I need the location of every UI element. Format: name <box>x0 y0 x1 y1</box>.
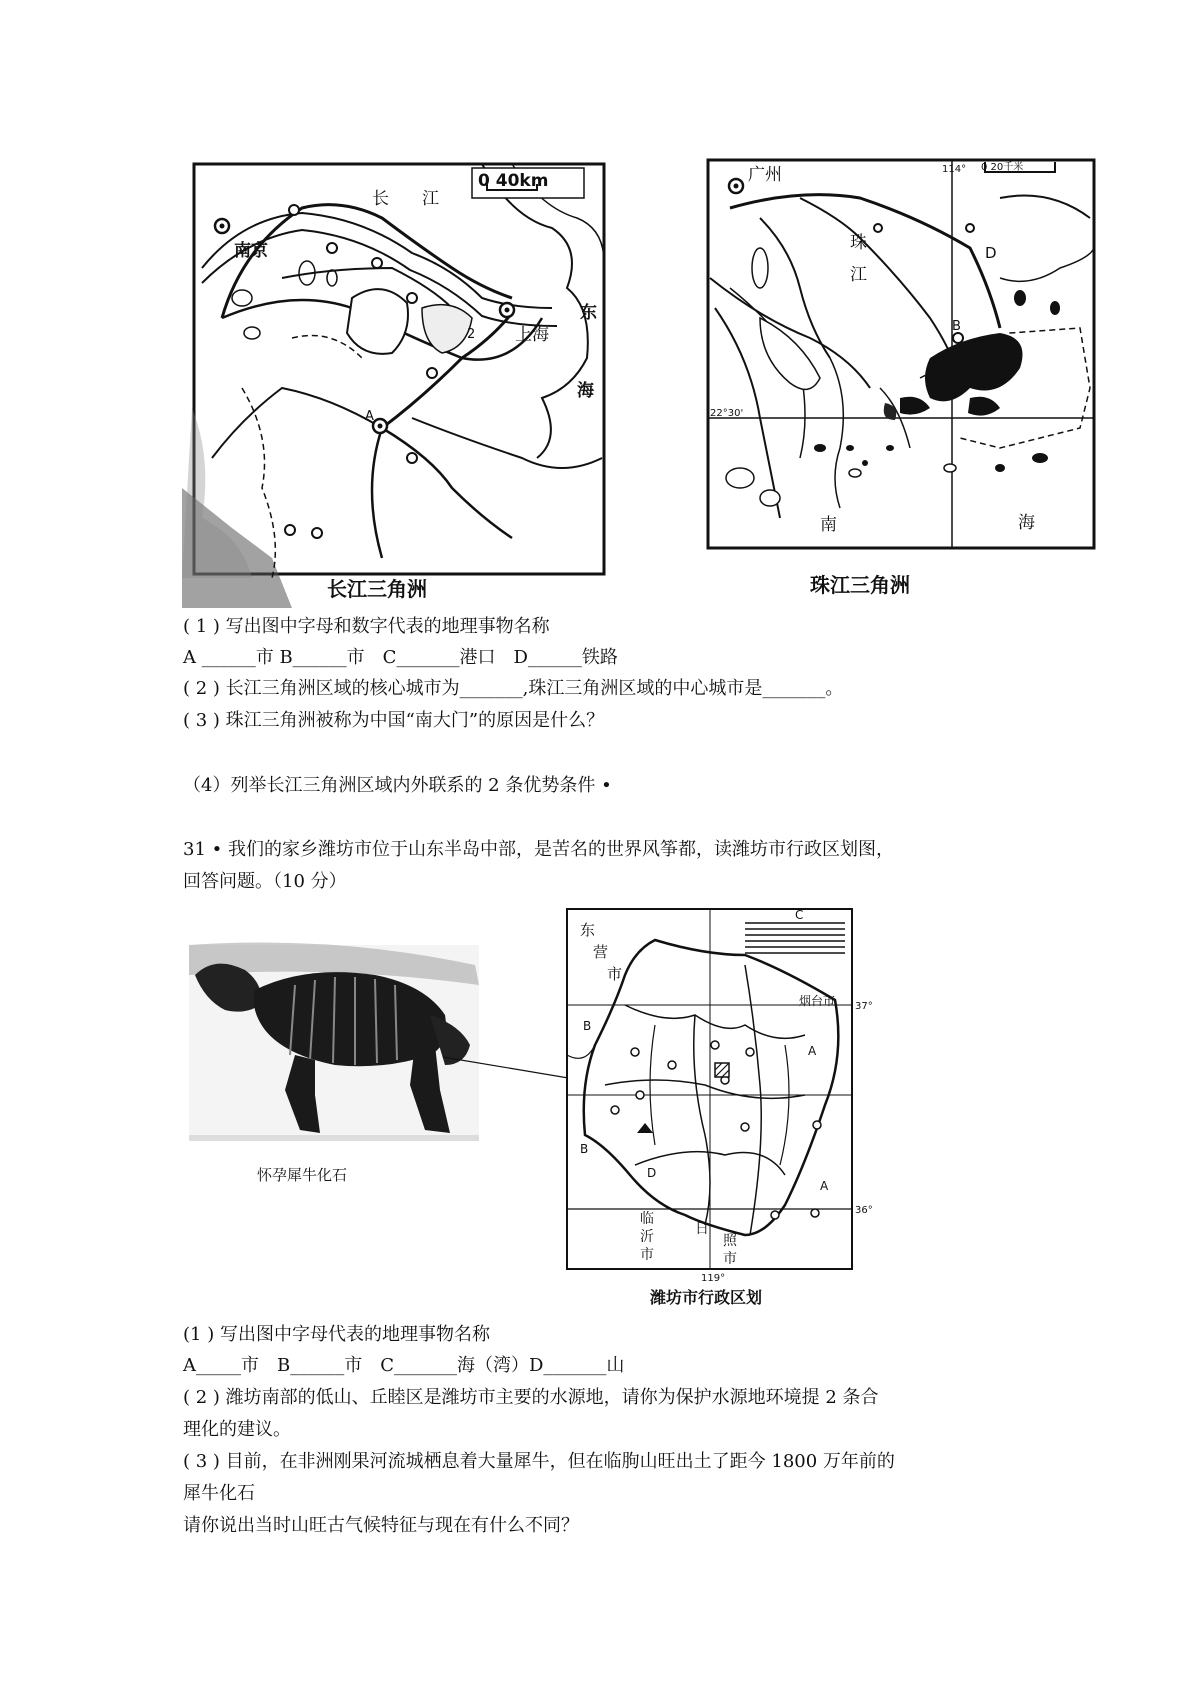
weifang-figure <box>185 905 925 1315</box>
rhino-fossil-image <box>189 943 479 1142</box>
q31-part3-line2: 犀牛化石 <box>183 1483 255 1504</box>
pearl-delta-map <box>700 158 1110 608</box>
q31-part2-line2: 理化的建议。 <box>183 1419 291 1440</box>
pearl-label-lat: 22°30' <box>710 408 744 419</box>
pearl-label-lon: 114° <box>942 164 967 175</box>
q30-part1: ( 1 ) 写出图中字母和数字代表的地理事物名称 <box>183 616 550 637</box>
weifang-label-lin: 临 <box>640 1211 654 1227</box>
weifang-label-zhao: 照 <box>723 1233 737 1249</box>
q30-part1-blanks: A ______市 B______市 C_______港口 D______铁路 <box>183 647 618 668</box>
yangtze-delta-map <box>182 158 622 608</box>
yangtze-label-hai: 海 <box>577 381 594 401</box>
q31-part3-line3: 请你说出当时山旺古气候特征与现在有什么不同？ <box>183 1515 579 1536</box>
weifang-map-caption: 潍坊市行政区划 <box>650 1288 763 1307</box>
q30-part3: ( 3 ) 珠江三角洲被称为中国“南大门”的原因是什么？ <box>183 710 605 731</box>
pearl-scale: 0 20千米 <box>981 162 1024 173</box>
yangtze-label-num: 2 <box>467 327 476 342</box>
yangtze-label-a: A <box>365 409 374 424</box>
yangtze-label-chang: 长 <box>372 189 389 209</box>
weifang-label-a2: A <box>820 1179 829 1193</box>
weifang-label-lat37: 37° <box>855 1001 873 1012</box>
yangtze-label-shanghai: 上海 <box>515 325 549 345</box>
weifang-label-a1: A <box>808 1044 817 1058</box>
yangtze-label-dong: 东 <box>580 303 597 323</box>
pearl-label-d: D <box>985 244 997 262</box>
q31-heading-line1: 31 • 我们的家乡潍坊市位于山东半岛中部，是苦名的世界风筝都，读潍坊市行政区划图， <box>183 839 894 860</box>
pearl-map-frame <box>708 160 1094 548</box>
weifang-label-yi: 沂 <box>640 1229 654 1245</box>
yangtze-caption: 长江三角洲 <box>327 577 427 601</box>
weifang-label-shi1: 市 <box>607 965 623 983</box>
weifang-label-dong: 东 <box>580 921 596 939</box>
weifang-admin-map <box>567 908 873 1284</box>
weifang-label-shi3: 市 <box>723 1251 737 1267</box>
pearl-label-guangzhou: 广州 <box>748 165 782 185</box>
weifang-label-b1: B <box>583 1019 592 1033</box>
q31-part2-line1: ( 2 ) 潍坊南部的低山、丘睦区是潍坊市主要的水源地，请你为保护水源地环境提 2 条合 <box>183 1387 879 1408</box>
pearl-label-nan: 南 <box>820 515 837 535</box>
q31-part1-blanks: A_____市 B______市 C_______海（湾）D_______山 <box>183 1355 625 1376</box>
q31-part1: (1 ) 写出图中字母代表的地理事物名称 <box>183 1324 490 1345</box>
pearl-label-zhu: 珠 <box>850 233 867 253</box>
weifang-label-c: C <box>795 908 804 922</box>
weifang-label-b2: B <box>580 1142 589 1156</box>
pearl-label-hai: 海 <box>1018 513 1035 533</box>
weifang-label-lon119: 119° <box>701 1273 726 1284</box>
pearl-caption: 珠江三角洲 <box>810 573 910 597</box>
q31-part3-line1: ( 3 ) 目前，在非洲刚果河流城栖息着大量犀牛，但在临朐山旺出土了距今 1800 万年前的 <box>183 1451 895 1472</box>
weifang-label-lat36: 36° <box>855 1205 873 1216</box>
pearl-label-jiang: 江 <box>850 265 867 285</box>
weifang-label-ri: 日 <box>695 1221 709 1237</box>
weifang-label-yantai: 烟台市 <box>799 994 836 1008</box>
q31-heading-line2: 回答问题。（10 分） <box>183 871 347 892</box>
fossil-caption: 怀孕犀牛化石 <box>257 1166 348 1184</box>
q30-part4: （4）列举长江三角洲区域内外联系的 2 条优势条件 • <box>183 775 612 796</box>
q30-part2: ( 2 ) 长江三角洲区域的核心城市为_______,珠江三角洲区域的中心城市是_______。 <box>183 678 844 699</box>
weifang-label-shi2: 市 <box>640 1247 654 1263</box>
weifang-label-ying: 营 <box>593 943 609 961</box>
yangtze-label-nanjing: 南京 <box>234 241 268 261</box>
yangtze-scale: 0 40km <box>478 171 549 191</box>
yangtze-label-jiang: 江 <box>422 189 439 209</box>
weifang-label-d: D <box>647 1166 657 1180</box>
pearl-label-b: B <box>952 319 961 334</box>
